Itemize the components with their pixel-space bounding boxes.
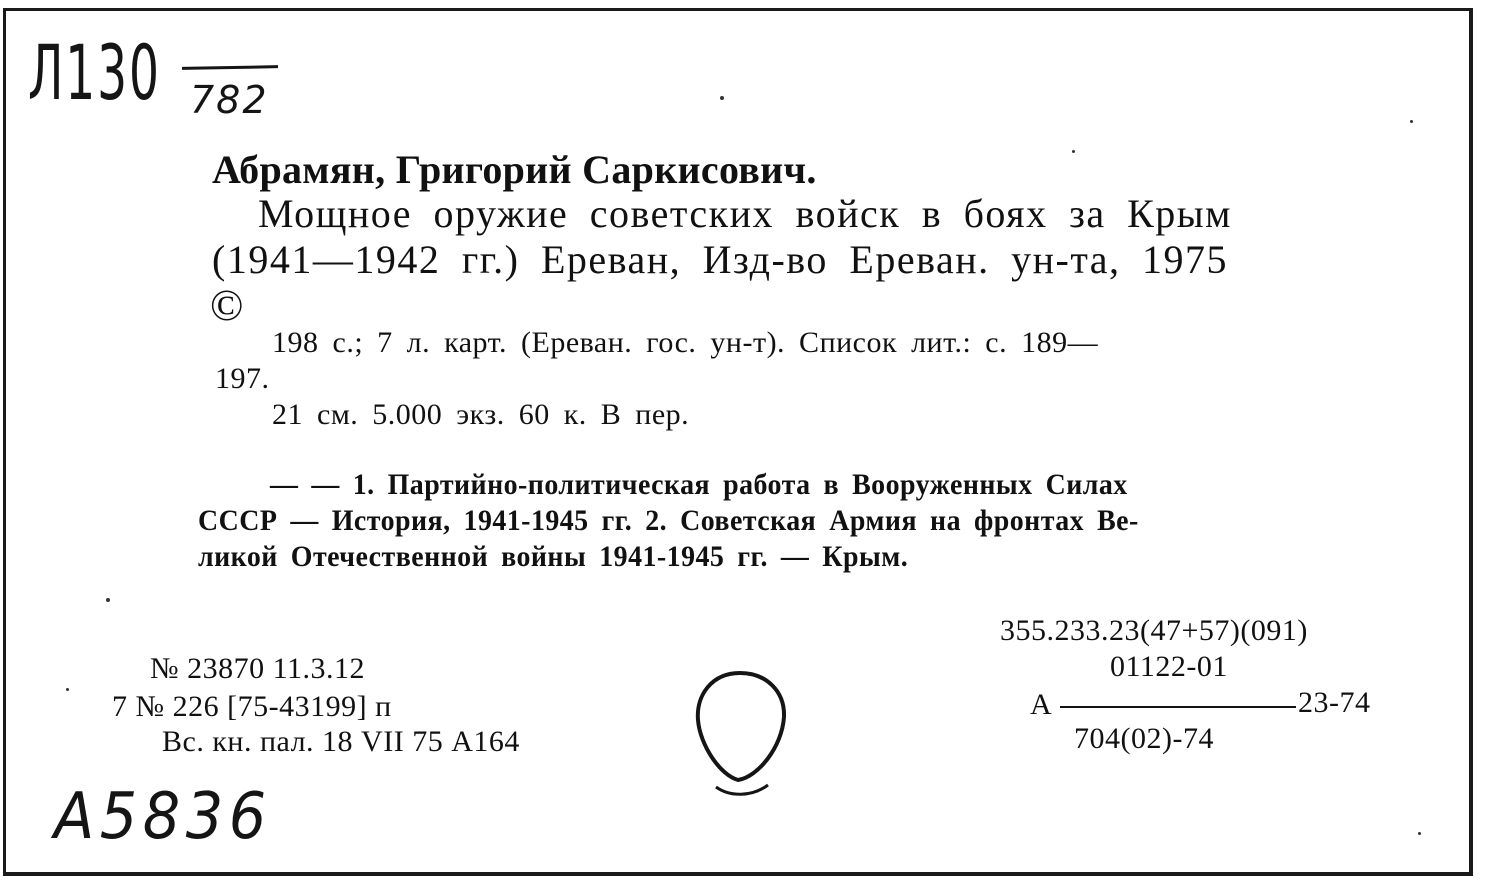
inventory-number: А5836 bbox=[54, 780, 272, 854]
scan-speck bbox=[1072, 150, 1075, 153]
classification-code: 01122-01 bbox=[1110, 650, 1228, 683]
physical-description-line-1: 198 с.; 7 л. карт. (Ереван. гос. ун-т). Список лит.: с. 189— bbox=[272, 326, 1099, 359]
shelfmark-sub: 782 bbox=[190, 78, 269, 122]
subject-headings-line-3: ликой Отечественной войны 1941-1945 гг. — Крым. bbox=[198, 540, 909, 573]
subject-headings-line-1: — — 1. Партийно-политическая работа в Вооруженных Силах bbox=[270, 468, 1128, 501]
classification-letter: А bbox=[1030, 688, 1053, 721]
title-line-1: Мощное оружие советских войск в боях за Крым bbox=[258, 191, 1232, 236]
subject-headings-line-2: СССР — История, 1941-1945 гг. 2. Советская Армия на фронтах Ве- bbox=[198, 504, 1139, 537]
scan-speck bbox=[1418, 832, 1421, 835]
classification-subcode: 704(02)-74 bbox=[1074, 722, 1214, 755]
classification-number: 23-74 bbox=[1298, 686, 1371, 719]
scan-speck bbox=[66, 688, 69, 691]
physical-description-line-3: 21 см. 5.000 экз. 60 к. В пер. bbox=[272, 398, 690, 431]
print-order-line: 7 № 226 [75-43199] п bbox=[112, 690, 392, 723]
shelfmark: Л130 bbox=[28, 28, 161, 117]
scan-speck bbox=[106, 598, 110, 602]
physical-description-line-2: 197. bbox=[215, 362, 270, 395]
scan-speck bbox=[720, 96, 724, 100]
book-chamber-line: Вс. кн. пал. 18 VII 75 А164 bbox=[162, 725, 520, 758]
classification-rule bbox=[1060, 706, 1296, 708]
order-number-line: № 23870 11.3.12 bbox=[150, 652, 366, 685]
scan-speck bbox=[1410, 120, 1413, 123]
oval-stamp-icon bbox=[690, 665, 790, 800]
title-line-2: (1941—1942 гг.) Ереван, Изд-во Ереван. ун-та, 1975 bbox=[212, 237, 1229, 282]
copyright-symbol: © bbox=[210, 281, 244, 330]
author-heading: Абрамян, Григорий Саркисович. bbox=[212, 147, 817, 192]
udc-index: 355.233.23(47+57)(091) bbox=[1000, 614, 1308, 647]
